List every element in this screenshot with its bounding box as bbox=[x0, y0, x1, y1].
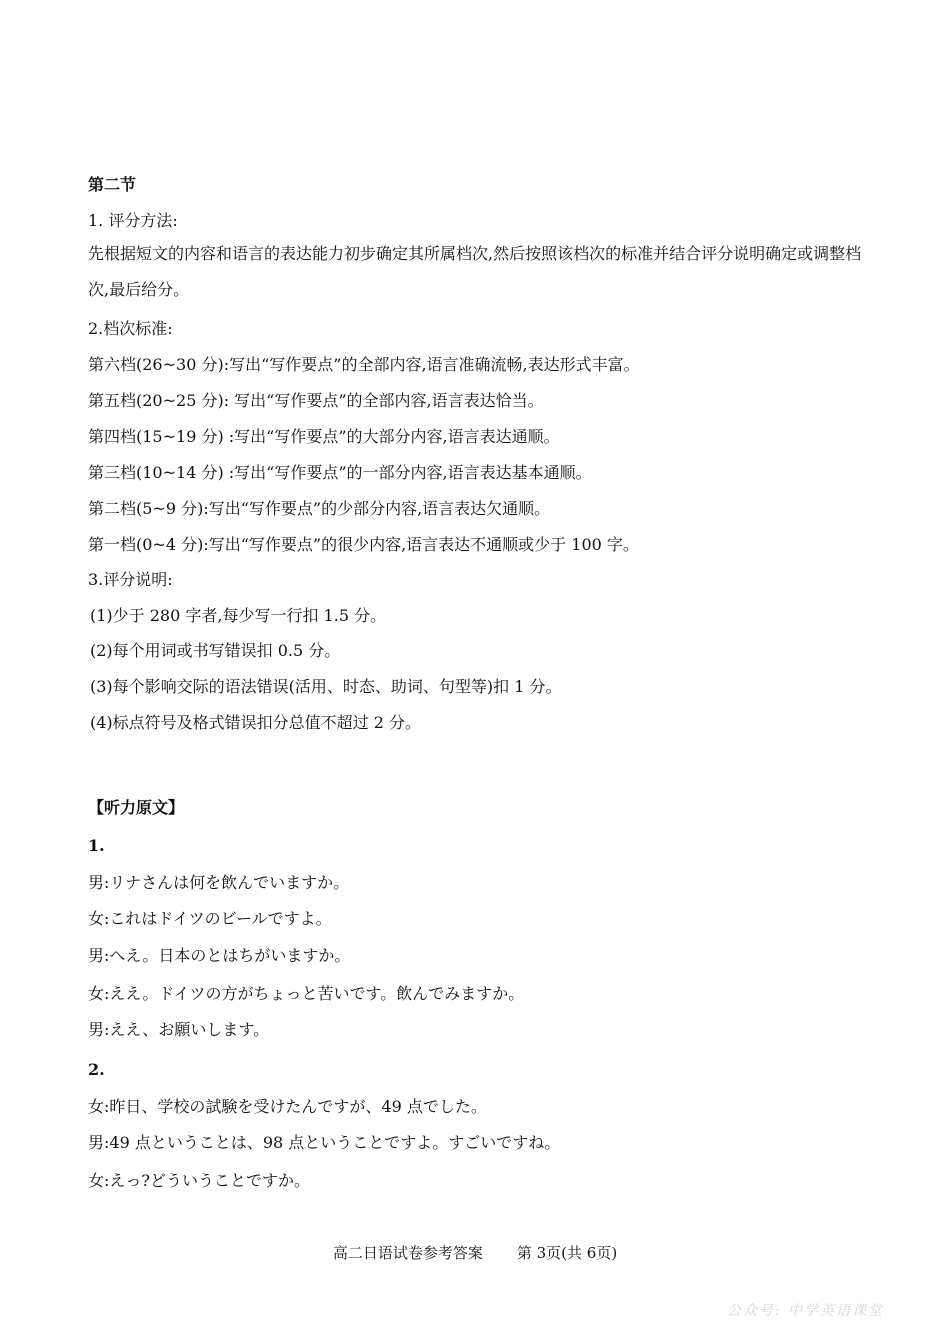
dialogue-line: 男:リナさんは何を飲んでいますか。 bbox=[88, 873, 350, 892]
method-heading: 1. 评分方法: bbox=[88, 211, 178, 230]
grade-heading: 2.档次标准: bbox=[88, 319, 173, 338]
grade-item: 第六档(26~30 分):写出“写作要点”的全部内容,语言准确流畅,表达形式丰富。 bbox=[88, 355, 640, 374]
dialogue-line: 女:昨日、学校の試験を受けたんですが、49 点でした。 bbox=[88, 1097, 487, 1116]
dialogue-line: 男:ええ、お願いします。 bbox=[88, 1020, 270, 1039]
note-item: (3)每个影响交际的语法错误(活用、时态、助词、句型等)扣 1 分。 bbox=[90, 677, 562, 696]
note-item: (4)标点符号及格式错误扣分总值不超过 2 分。 bbox=[90, 713, 422, 732]
question-number: 2. bbox=[88, 1060, 105, 1079]
footer-page-info: 第 3页(共 6页) bbox=[516, 1244, 618, 1262]
grade-item: 第四档(15~19 分) :写出“写作要点”的大部分内容,语言表达通顺。 bbox=[88, 427, 560, 446]
dialogue-line: 女:ええ。ドイツの方がちょっと苦いです。飲んでみますか。 bbox=[88, 984, 525, 1003]
notes-heading: 3.评分说明: bbox=[88, 570, 173, 589]
question-number: 1. bbox=[88, 836, 105, 855]
watermark: 公众号: 中学英语课堂 bbox=[726, 1303, 884, 1319]
grade-item: 第一档(0~4 分):写出“写作要点”的很少内容,语言表达不通顺或少于 100 字。 bbox=[88, 535, 639, 554]
footer-doc-title: 高二日语试卷参考答案 bbox=[332, 1244, 483, 1262]
note-item: (1)少于 280 字者,每少写一行扣 1.5 分。 bbox=[90, 606, 387, 625]
note-item: (2)每个用词或书写错误扣 0.5 分。 bbox=[90, 641, 341, 660]
dialogue-line: 男:49 点ということは、98 点ということですよ。すごいですね。 bbox=[88, 1133, 561, 1152]
dialogue-line: 女:えっ?どういうことですか。 bbox=[88, 1171, 310, 1190]
dialogue-line: 女:これはドイツのビールですよ。 bbox=[88, 909, 332, 928]
method-text: 先根据短文的内容和语言的表达能力初步确定其所属档次,然后按照该档次的标准并结合评分说明确定或调整档次,最后给分。 bbox=[88, 244, 862, 299]
grade-item: 第三档(10~14 分) :写出“写作要点”的一部分内容,语言表达基本通顺。 bbox=[88, 463, 592, 482]
dialogue-line: 男:へえ。日本のとはちがいますか。 bbox=[88, 946, 351, 965]
grade-item: 第二档(5~9 分):写出“写作要点”的少部分内容,语言表达欠通顺。 bbox=[88, 499, 551, 518]
section-title: 第二节 bbox=[88, 175, 137, 194]
page-footer bbox=[0, 1243, 950, 1263]
listening-title: 【听力原文】 bbox=[88, 798, 185, 817]
grade-item: 第五档(20~25 分): 写出“写作要点”的全部内容,语言表达恰当。 bbox=[88, 391, 544, 410]
